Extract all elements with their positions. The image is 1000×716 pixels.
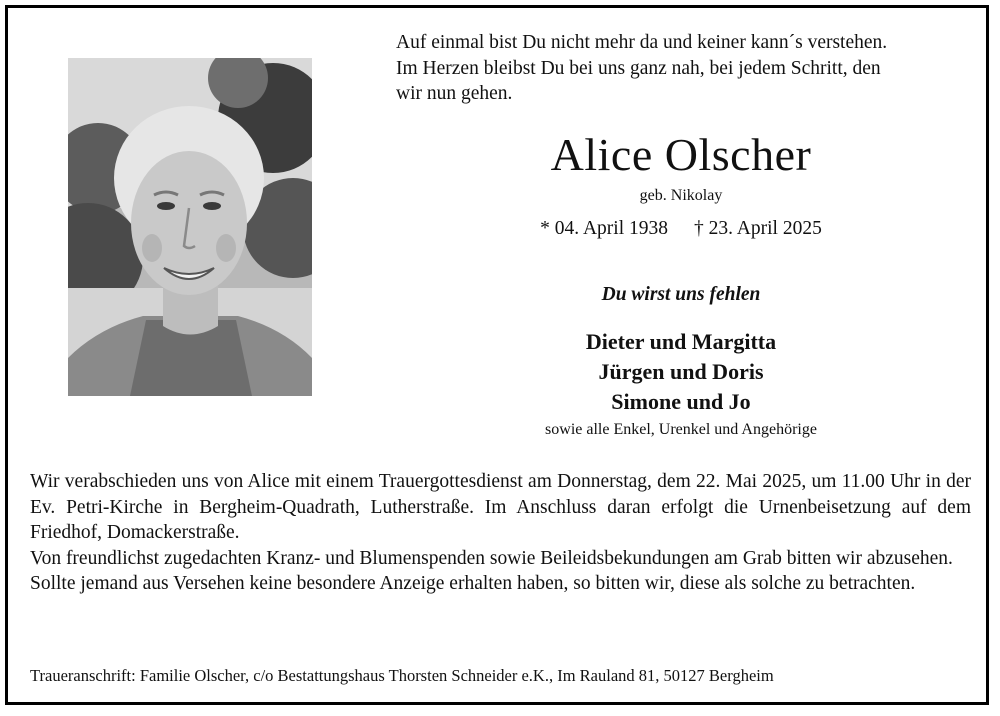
mourning-address: Traueranschrift: Familie Olscher, c/o Bestattungshaus Thorsten Schneider e.K., Im Rauland 81, 50127 Bergheim — [30, 666, 774, 685]
notice-paragraph: Wir verabschieden uns von Alice mit einem Trauergottesdienst am Donnerstag, dem 22. Mai 2025, um 11.00 Uhr in der Ev. Petri-Kirche in Bergheim-Quadrath, Lutherstraße. Im Anschluss daran erfolgt die Urnenbeisetzung auf dem Friedhof, Domackerstraße. — [30, 471, 971, 543]
mourner-names: Dieter und Margitta — [585, 329, 777, 354]
birth-name: geb. Nikolay — [639, 187, 723, 204]
verse-line: wir nun gehen. — [396, 83, 513, 104]
mourner-names: Simone und Jo — [611, 389, 751, 414]
mourners-list — [396, 327, 966, 417]
verse-line: Auf einmal bist Du nicht mehr da und keiner kann´s verstehen. — [396, 32, 888, 53]
deceased-name: Alice Olscher — [550, 129, 812, 180]
death-date: † 23. April 2025 — [694, 218, 822, 239]
funeral-notice — [30, 469, 971, 597]
verse-line: Im Herzen bleibst Du bei uns ganz nah, bei jedem Schritt, den — [396, 57, 881, 79]
farewell-message: Du wirst uns fehlen — [601, 284, 761, 305]
life-dates — [396, 216, 966, 242]
memorial-verse — [396, 30, 976, 107]
portrait-photo — [68, 58, 312, 396]
birth-date: * 04. April 1938 — [540, 218, 668, 239]
portrait-illustration — [68, 58, 312, 396]
mourner-names: Jürgen und Doris — [598, 359, 764, 384]
other-mourners: sowie alle Enkel, Urenkel und Angehörige — [545, 421, 817, 438]
notice-paragraph: Sollte jemand aus Versehen keine besondere Anzeige erhalten haben, so bitten wir, diese als solche zu betrachten. — [30, 573, 916, 594]
notice-paragraph: Von freundlichst zugedachten Kranz- und Blumenspenden sowie Beileidsbekundungen am Grab bitten wir abzusehen. — [30, 547, 953, 569]
